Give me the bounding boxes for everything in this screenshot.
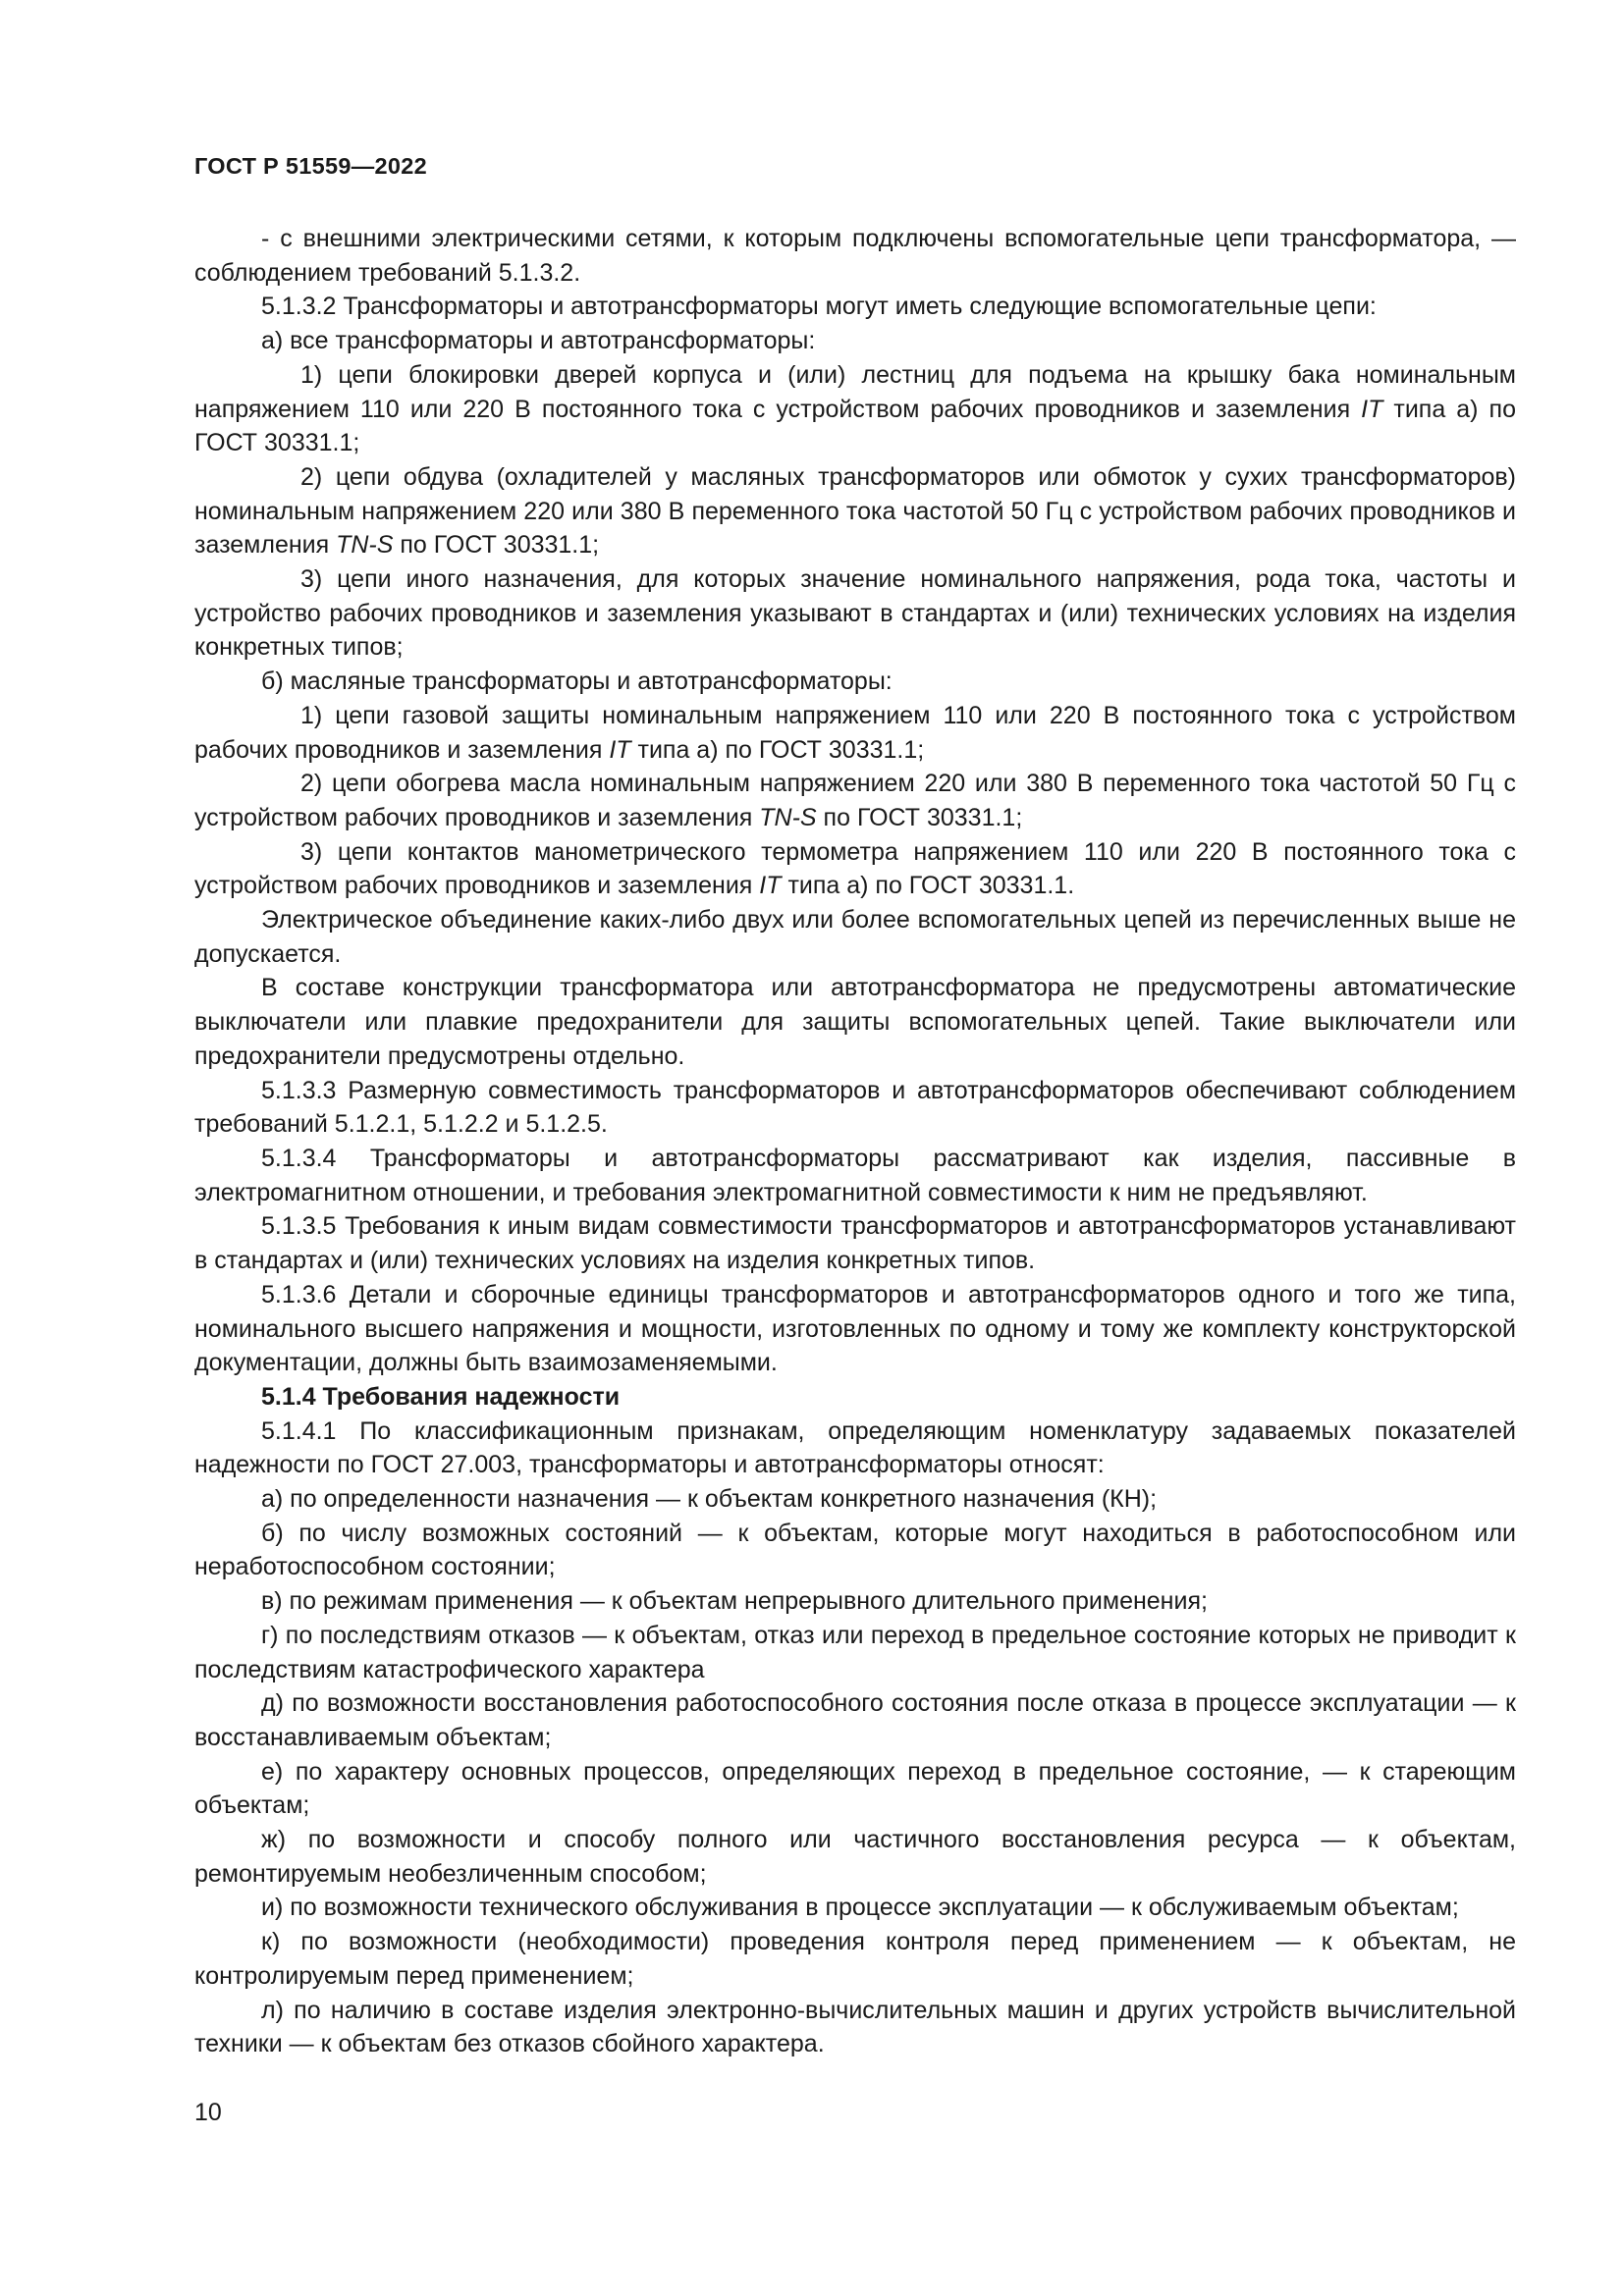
text-run: 5.1.3.5 Требования к иным видам совместимости трансформаторов и автотрансформаторов устанавливают в стандартах и (или) технических условиях на изделия конкретных типов. — [194, 1212, 1516, 1275]
paragraph — [194, 358, 1516, 460]
text-run: типа а) по ГОСТ 30331.1. — [781, 872, 1075, 900]
italic-term: IT — [609, 735, 631, 764]
paragraph — [194, 1619, 1516, 1686]
text-run: г) по последствиям отказов — к объектам, отказ или переход в предельное состояние которых не приводит к последствиям катастрофического характера — [194, 1621, 1516, 1683]
paragraph — [194, 971, 1516, 1073]
text-run: - с внешними электрическими сетями, к которым подключены вспомогательные цепи трансформатора, — соблюдением требований 5.1.3.2. — [194, 225, 1516, 287]
paragraph — [194, 290, 1516, 324]
paragraph — [194, 324, 1516, 358]
text-run: 5.1.3.2 Трансформаторы и автотрансформаторы могут иметь следующие вспомогательные цепи: — [261, 293, 1377, 321]
paragraph — [194, 1755, 1516, 1823]
paragraph — [194, 1891, 1516, 1925]
paragraph — [194, 1925, 1516, 1993]
paragraph — [194, 1584, 1516, 1619]
paragraph — [194, 1994, 1516, 2061]
text-run: б) масляные трансформаторы и автотрансформаторы: — [261, 667, 893, 696]
paragraph — [194, 1686, 1516, 1754]
paragraph — [194, 222, 1516, 290]
text-run: В составе конструкции трансформатора или автотрансформатора не предусмотрены автоматические выключатели или плавкие предохранители для защиты вспомогательных цепей. Такие выключатели или предохранители предусмотрены отдельно. — [194, 974, 1516, 1070]
text-run: по ГОСТ 30331.1; — [816, 803, 1023, 831]
paragraph — [194, 1074, 1516, 1142]
paragraph — [194, 903, 1516, 971]
text-run: Электрическое объединение каких-либо двух или более вспомогательных цепей из перечисленных выше не допускается. — [194, 906, 1516, 968]
italic-term: IT — [759, 872, 782, 900]
text-run: 1) цепи газовой защиты номинальным напряжением 110 или 220 В постоянного тока с устройством рабочих проводников и заземления — [194, 701, 1516, 764]
paragraph — [194, 1415, 1516, 1482]
text-run: типа а) по ГОСТ 30331.1; — [630, 735, 925, 764]
paragraph — [194, 1209, 1516, 1277]
paragraph — [194, 1482, 1516, 1517]
paragraph — [194, 1823, 1516, 1891]
text-run: ж) по возможности и способу полного или частичного восстановления ресурса — к объектам, ремонтируемым необезличенным способом; — [194, 1826, 1516, 1888]
text-run: 5.1.4 Требования надежности — [261, 1382, 621, 1411]
paragraph — [194, 1517, 1516, 1584]
paragraph — [194, 767, 1516, 834]
text-run: 5.1.3.6 Детали и сборочные единицы трансформаторов и автотрансформаторов одного и того же типа, номинального высшего напряжения и мощности, изготовленных по одному и тому же комплекту конструкторской документации, должны быть взаимозаменяемыми. — [194, 1280, 1516, 1377]
text-run: 3) цепи иного назначения, для которых значение номинального напряжения, рода тока, частоты и устройство рабочих проводников и заземления указывают в стандартах и (или) технических условиях на изделия конкретных типов; — [194, 565, 1516, 662]
text-run: по ГОСТ 30331.1; — [393, 531, 600, 560]
text-run: а) все трансформаторы и автотрансформаторы: — [261, 327, 816, 355]
paragraph — [194, 562, 1516, 665]
italic-term: TN-S — [759, 803, 817, 831]
text-run: и) по возможности технического обслуживания в процессе эксплуатации — к обслуживаемым объектам; — [261, 1894, 1459, 1922]
text-run: а) по определенности назначения — к объектам конкретного назначения (КН); — [261, 1485, 1158, 1514]
text-run: к) по возможности (необходимости) проведения контроля перед применением — к объектам, не контролируемым перед применением; — [194, 1928, 1516, 1990]
text-run: б) по числу возможных состояний — к объектам, которые могут находиться в работоспособном или неработоспособном состоянии; — [194, 1519, 1516, 1581]
paragraph — [194, 699, 1516, 767]
text-run: в) по режимам применения — к объектам непрерывного длительного применения; — [261, 1587, 1208, 1616]
text-run: 5.1.3.4 Трансформаторы и автотрансформаторы рассматривают как изделия, пассивные в электромагнитном отношении, и требования электромагнитной совместимости к ним не предъявляют. — [194, 1144, 1516, 1206]
text-run: е) по характеру основных процессов, определяющих переход в предельное состояние, — к стареющим объектам; — [194, 1757, 1516, 1820]
italic-term: IT — [1361, 395, 1383, 423]
text-run: 1) цепи блокировки дверей корпуса и (или) лестниц для подъема на крышку бака номинальным напряжением 110 или 220 В постоянного тока с устройством рабочих проводников и заземления — [194, 360, 1516, 423]
text-run: д) по возможности восстановления работоспособного состояния после отказа в процессе эксплуатации — к восстанавливаемым объектам; — [194, 1689, 1516, 1751]
text-run: типа а) по ГОСТ 30331.1; — [194, 395, 1516, 457]
document-code: ГОСТ Р 51559—2022 — [194, 153, 427, 179]
paragraph — [194, 1142, 1516, 1209]
document-body — [194, 222, 1516, 2061]
paragraph — [194, 460, 1516, 562]
paragraph — [194, 665, 1516, 699]
text-run: 3) цепи контактов манометрического термометра напряжением 110 или 220 В постоянного тока с устройством рабочих проводников и заземления — [194, 837, 1516, 900]
text-run: л) по наличию в составе изделия электронно-вычислительных машин и других устройств вычислительной техники — к объектам без отказов сбойного характера. — [194, 1996, 1516, 2058]
page-number: 10 — [194, 2099, 222, 2126]
paragraph — [194, 1278, 1516, 1380]
text-run: 5.1.4.1 По классификационным признакам, определяющим номенклатуру задаваемых показателей надежности по ГОСТ 27.003, трансформаторы и автотрансформаторы относят: — [194, 1416, 1516, 1479]
italic-term: TN-S — [336, 531, 394, 560]
text-run: 2) цепи обдува (охладителей у масляных трансформаторов или обмоток у сухих трансформаторов) номинальным напряжением 220 или 380 В переменного тока частотой 50 Гц с устройством рабочих проводников и заземления — [194, 462, 1516, 560]
paragraph — [194, 835, 1516, 903]
text-run: 2) цепи обогрева масла номинальным напряжением 220 или 380 В переменного тока частотой 50 Гц с устройством рабочих проводников и заземления — [194, 770, 1516, 831]
text-run: 5.1.3.3 Размерную совместимость трансформаторов и автотрансформаторов обеспечивают соблюдением требований 5.1.2.1, 5.1.2.2 и 5.1.2.5. — [194, 1076, 1516, 1139]
section-heading — [194, 1380, 1516, 1415]
